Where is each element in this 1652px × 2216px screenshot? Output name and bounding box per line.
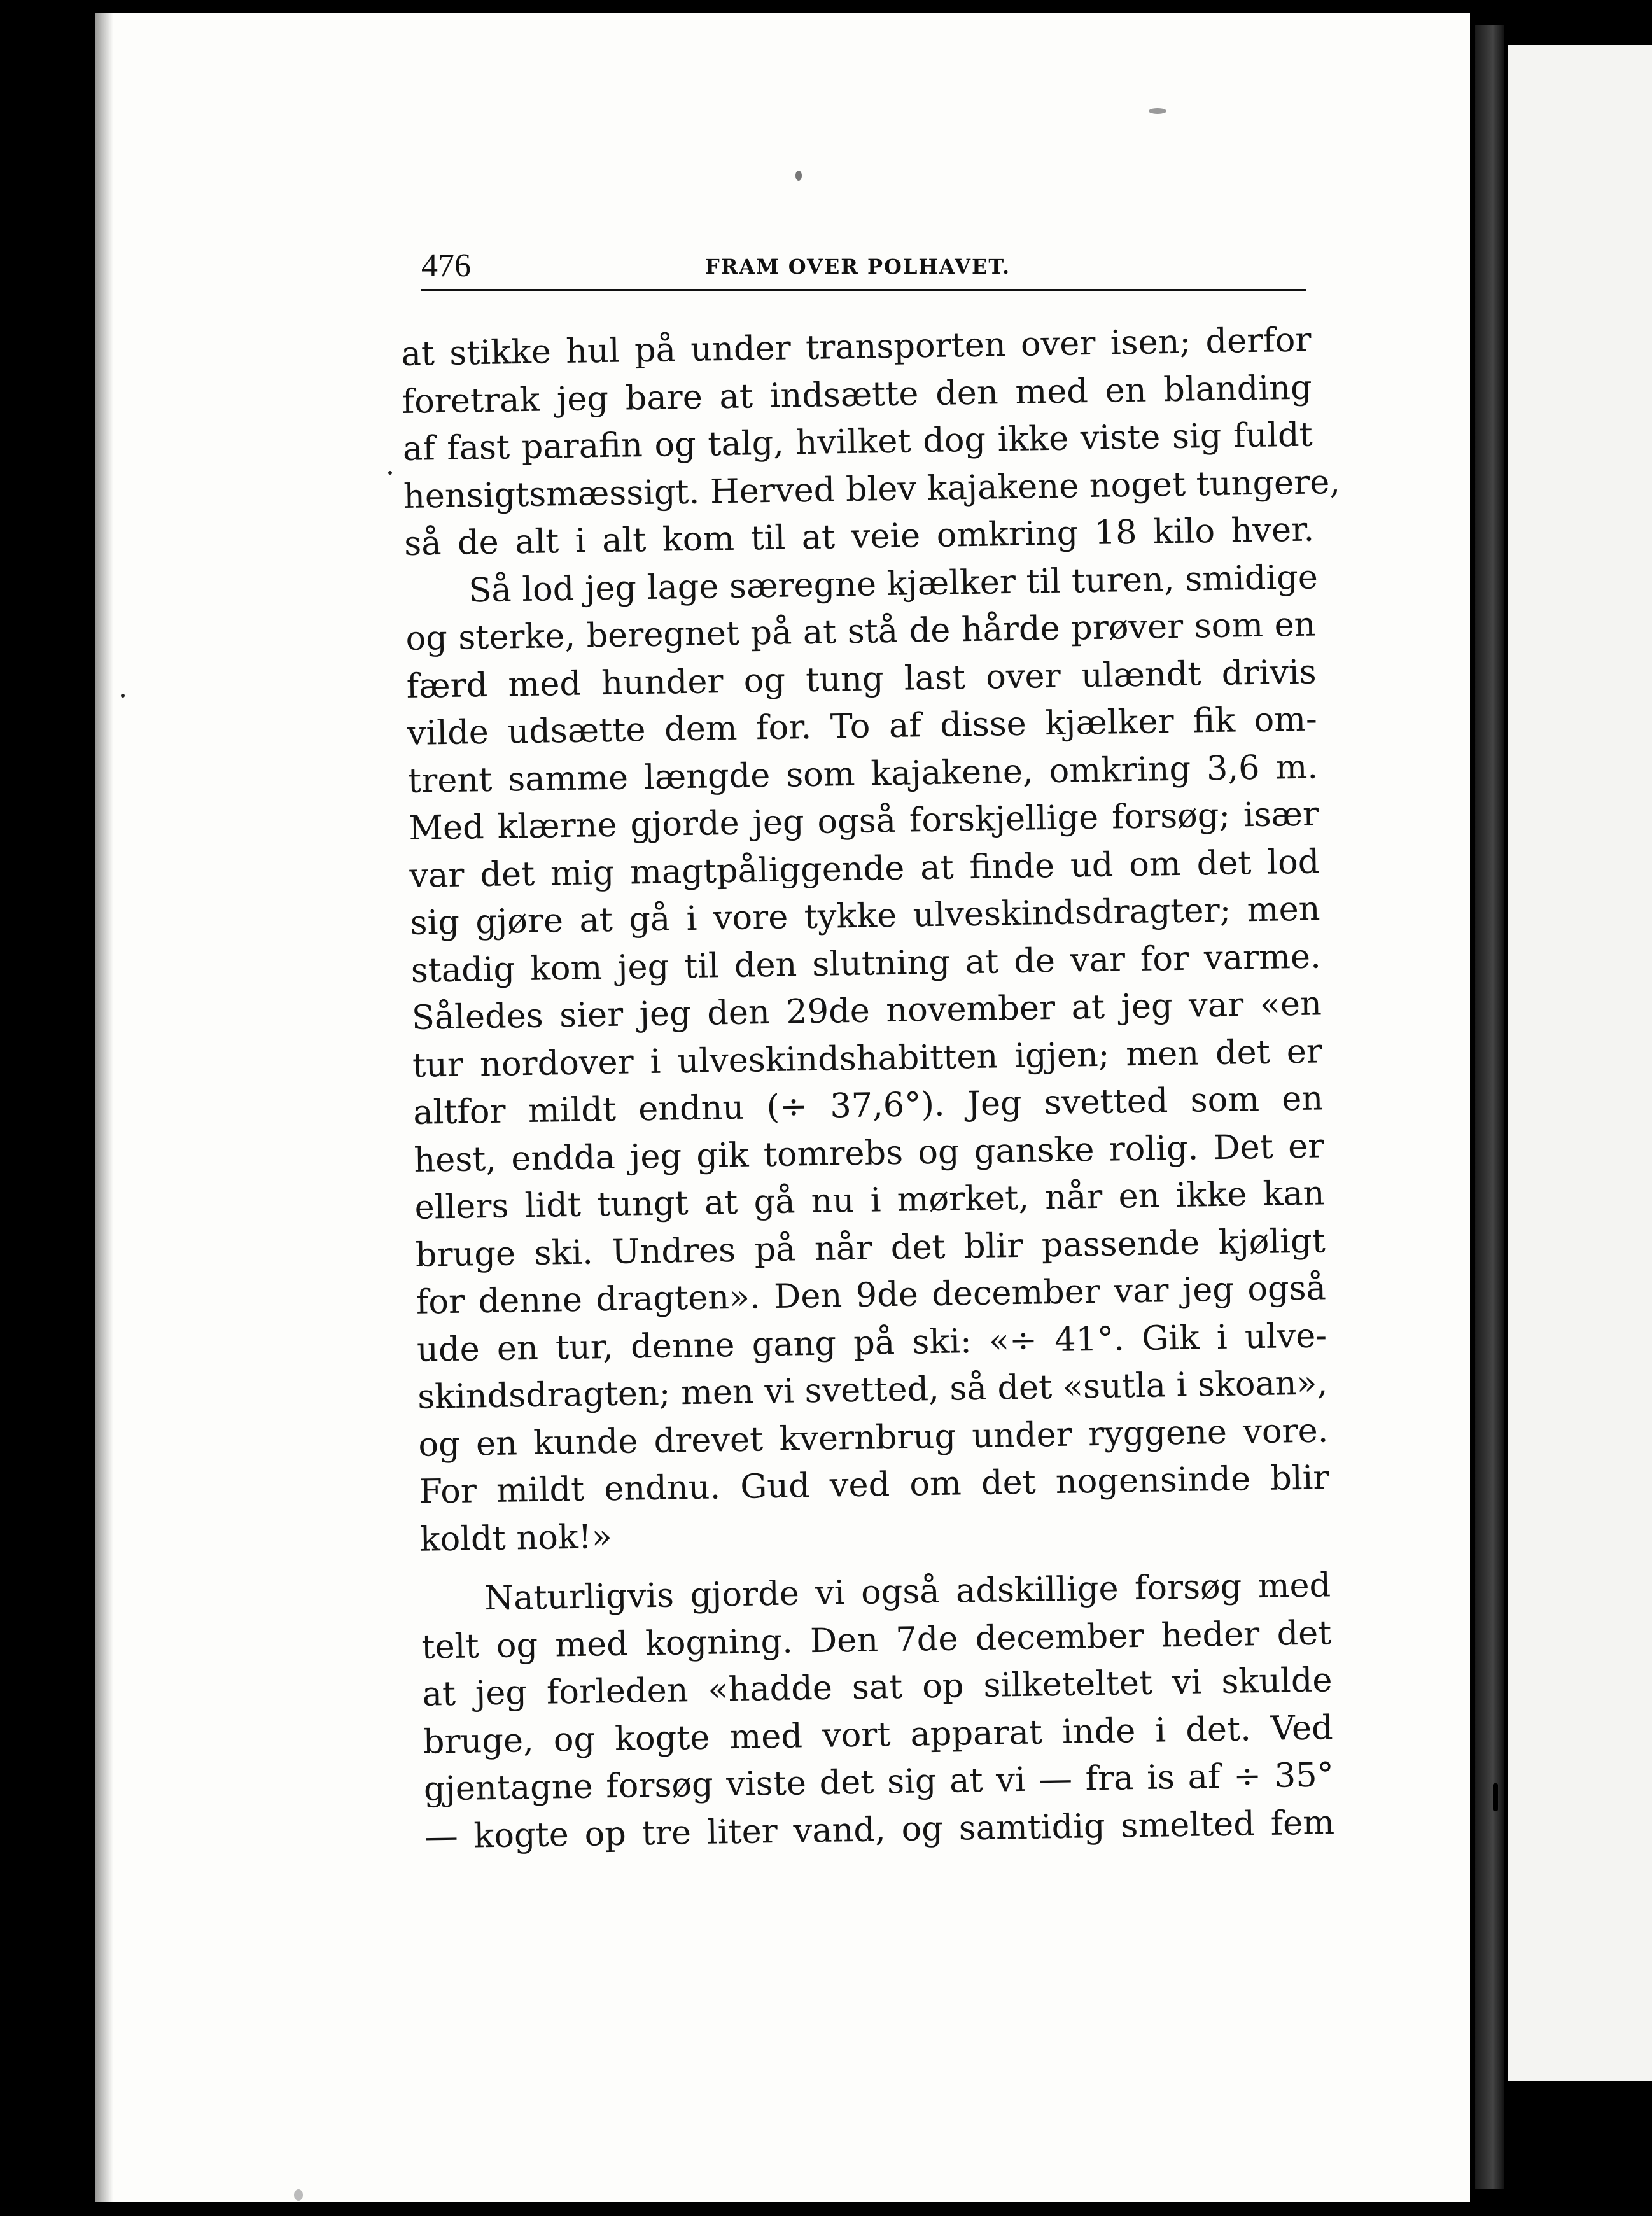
paragraph-1 (401, 317, 1341, 568)
text-line: tur nordover i ulveskindshabitten igjen; men det er (412, 1031, 1323, 1085)
text-line: telt og med kogning. Den 7de december heder det (421, 1613, 1332, 1667)
text-line: var det mig magtpåliggende at finde ud om det lod (409, 841, 1320, 895)
text-line: Med klærne gjorde jeg også forskjellige forsøg; især (408, 794, 1319, 848)
text-line: altfor mildt endnu (÷ 37,6°). Jeg svetted som en (412, 1079, 1324, 1132)
dust-speck (1493, 1783, 1498, 1811)
running-head (421, 247, 1306, 298)
paragraph-3 (421, 1562, 1335, 1860)
dust-speck (1149, 108, 1166, 114)
text-line: For mildt endnu. Gud ved om det nogensinde blir (419, 1458, 1329, 1511)
text-line: sig gjøre at gå i vore tykke ulveskindsdragter; men (410, 889, 1320, 943)
page-edge (1475, 25, 1504, 2189)
text-line: at stikke hul på under transporten over isen; derfor (401, 320, 1312, 374)
text-line: at jeg forleden «hadde sat op silketeltet vi skulde (422, 1660, 1333, 1714)
dust-speck (388, 471, 392, 475)
running-title: FRAM OVER POLHAVET. (705, 255, 1011, 279)
dust-speck (121, 694, 125, 698)
text-line: vilde udsætte dem for. To af disse kjælker fik om- (407, 699, 1318, 753)
text-line: ude en tur, denne gang på ski: «÷ 41°. Gik i ulve- (416, 1315, 1327, 1370)
text-line: hest, endda jeg gik tomrebs og ganske rolig. Det er (413, 1126, 1324, 1180)
text-line: bruge, og kogte med vort apparat inde i det. Ved (423, 1708, 1334, 1762)
text-line: så de alt i alt kom til at veie omkring 18 kilo hver. (403, 510, 1315, 563)
text-line: — kogte op tre liter vand, og samtidig smelted fem (424, 1802, 1335, 1856)
text-line: og sterke, beregnet på at stå de hårde prøver som en (405, 605, 1316, 658)
header-rule (421, 289, 1306, 291)
text-line: for denne dragten». Den 9de december var jeg også (416, 1268, 1327, 1322)
text-line: Naturligvis gjorde vi også adskillige forsøg med (484, 1566, 1331, 1618)
body-text (401, 317, 1341, 1861)
text-line: gjentagne forsøg viste det sig at vi — fra is af ÷ 35° (423, 1755, 1334, 1809)
text-line: bruge ski. Undres på når det blir passende kjøligt (415, 1221, 1326, 1275)
text-line: koldt nok!» (419, 1517, 613, 1559)
facing-page-edge (1508, 45, 1652, 2081)
text-line: af fast parafin og talg, hvilket dog ikke viste sig fuldt (402, 415, 1313, 468)
text-line: Så lod jeg lage særegne kjælker til turen, smidige (468, 557, 1319, 610)
text-line: Således sier jeg den 29de november at jeg var «en (411, 984, 1322, 1037)
gutter-shadow (95, 13, 113, 2202)
dust-speck (795, 171, 802, 181)
page-number: 476 (421, 248, 471, 284)
text-line: stadig kom jeg til den slutning at de var for varme. (410, 936, 1322, 990)
paragraph-2 (405, 554, 1330, 1564)
text-line: skindsdragten; men vi svetted, så det «sutla i skoan», (417, 1363, 1328, 1417)
text-line: ellers lidt tungt at gå nu i mørket, når en ikke kan (414, 1174, 1325, 1227)
text-line: og en kunde drevet kvernbrug under ryggene vore. (418, 1410, 1329, 1464)
text-line: trent samme længde som kajakene, omkring 3,6 m. (407, 747, 1319, 801)
text-line: hensigtsmæssigt. Herved blev kajakene noget tungere, (403, 462, 1341, 516)
text-line: færd med hunder og tung last over ulændt drivis (406, 652, 1317, 706)
dust-speck (294, 2189, 303, 2201)
text-line: foretrak jeg bare at indsætte den med en blanding (402, 368, 1313, 421)
